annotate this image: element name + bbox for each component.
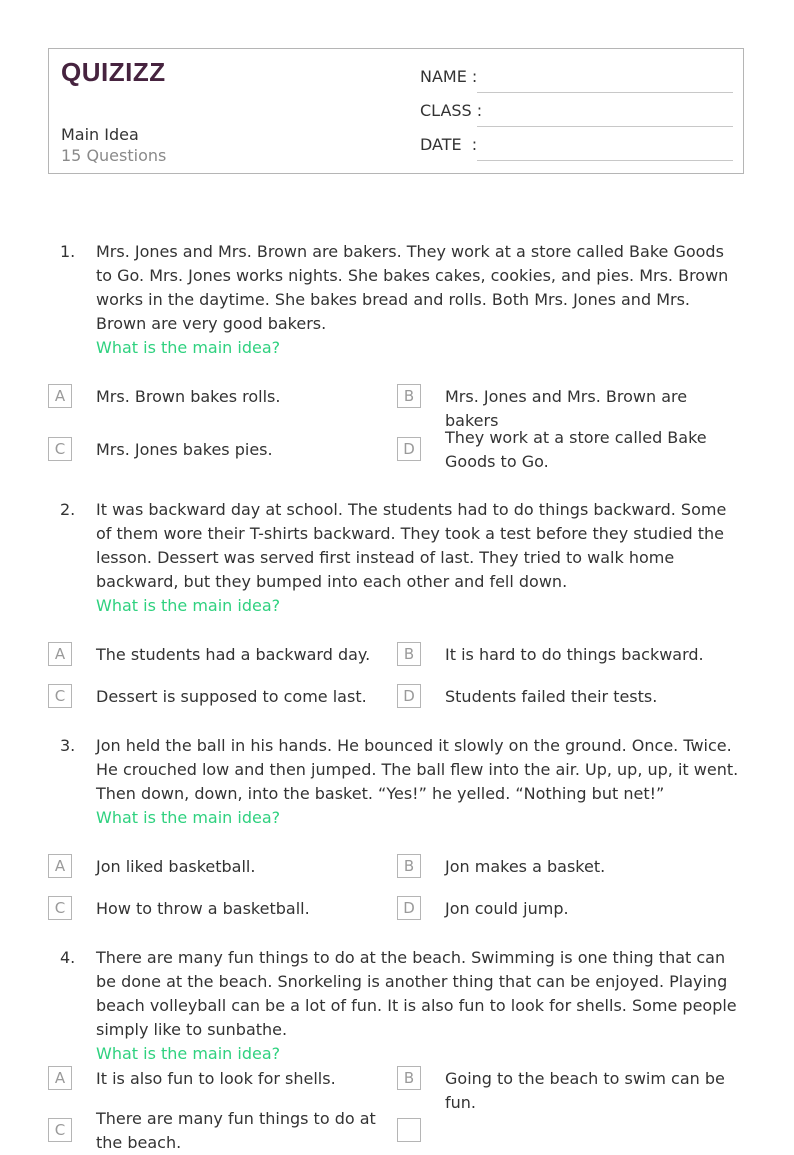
option-text: It is also fun to look for shells.	[96, 1069, 336, 1088]
question-number: 3.	[60, 736, 76, 755]
name-field	[420, 67, 733, 91]
worksheet-title: Main Idea	[61, 125, 139, 144]
option-text: Mrs. Jones bakes pies.	[96, 440, 273, 459]
option-letter: C	[48, 437, 72, 461]
date-line	[477, 160, 733, 161]
option-letter: B	[397, 384, 421, 408]
question-text	[96, 498, 744, 618]
option-text: Jon makes a basket.	[445, 857, 606, 876]
option-letter: A	[48, 384, 72, 408]
quizizz-logo: QUIZIZZ	[61, 57, 166, 87]
class-label: CLASS :	[420, 101, 483, 120]
option-letter: D	[397, 437, 421, 461]
question-count: 15 Questions	[61, 146, 167, 165]
date-label: DATE :	[420, 135, 478, 154]
question-prompt: What is the main idea?	[96, 596, 281, 615]
question-passage: There are many fun things to do at the beach. Swimming is one thing that can be done at the beach. Snorkeling is another thing that can be enjoyed. Playing beach volleyball can be a lot of fun. It is also fun to look for shells. Some people simply like to sunbathe.	[96, 948, 737, 1039]
question-text	[96, 240, 744, 360]
option-letter: D	[397, 896, 421, 920]
option-text: Jon could jump.	[445, 899, 569, 918]
worksheet-header	[48, 48, 744, 174]
question-text	[96, 946, 744, 1066]
question-text	[96, 734, 744, 830]
question-prompt: What is the main idea?	[96, 808, 281, 827]
name-label: NAME :	[420, 67, 478, 86]
option-letter: A	[48, 1066, 72, 1090]
option-text: Mrs. Jones and Mrs. Brown are bakers	[445, 387, 688, 430]
option-letter-box	[397, 1118, 421, 1142]
question-passage: It was backward day at school. The students had to do things backward. Some of them wore their T-shirts backward. They took a test before they studied the lesson. Dessert was served first instead of last. They tried to walk home backward, but they bumped into each other and fell down.	[96, 500, 727, 591]
option-text: There are many fun things to do at the beach.	[96, 1109, 376, 1152]
option-text: The students had a backward day.	[96, 645, 371, 664]
option-letter: B	[397, 1066, 421, 1090]
option-letter: C	[48, 896, 72, 920]
option-letter: C	[48, 684, 72, 708]
question-prompt: What is the main idea?	[96, 338, 281, 357]
name-line	[477, 92, 733, 93]
option-text: Mrs. Brown bakes rolls.	[96, 387, 281, 406]
option-letter: B	[397, 854, 421, 878]
option-text: Jon liked basketball.	[96, 857, 256, 876]
option-text: How to throw a basketball.	[96, 899, 310, 918]
question-prompt: What is the main idea?	[96, 1044, 281, 1063]
question-number: 1.	[60, 242, 76, 261]
question-number: 2.	[60, 500, 76, 519]
option-text: Dessert is supposed to come last.	[96, 687, 367, 706]
date-field	[420, 135, 733, 159]
option-letter: C	[48, 1118, 72, 1142]
question-passage: Mrs. Jones and Mrs. Brown are bakers. They work at a store called Bake Goods to Go. Mrs. Jones works nights. She bakes cakes, cookies, and pies. Mrs. Brown works in the daytime. She bakes bread and rolls. Both Mrs. Jones and Mrs. Brown are very good bakers.	[96, 242, 729, 333]
option-letter: A	[48, 854, 72, 878]
option-text: Students failed their tests.	[445, 687, 658, 706]
option-text: They work at a store called Bake Goods to Go.	[445, 428, 707, 471]
question-number: 4.	[60, 948, 76, 967]
class-field	[420, 101, 733, 125]
question-passage: Jon held the ball in his hands. He bounced it slowly on the ground. Once. Twice. He crouched low and then jumped. The ball flew into the air. Up, up, up, it went. Then down, down, into the basket. “Yes!” he yelled. “Nothing but net!”	[96, 736, 739, 803]
class-line	[477, 126, 733, 127]
option-letter: B	[397, 642, 421, 666]
option-letter: D	[397, 684, 421, 708]
option-letter: A	[48, 642, 72, 666]
option-text: It is hard to do things backward.	[445, 645, 704, 664]
option-text: Going to the beach to swim can be fun.	[445, 1069, 725, 1112]
